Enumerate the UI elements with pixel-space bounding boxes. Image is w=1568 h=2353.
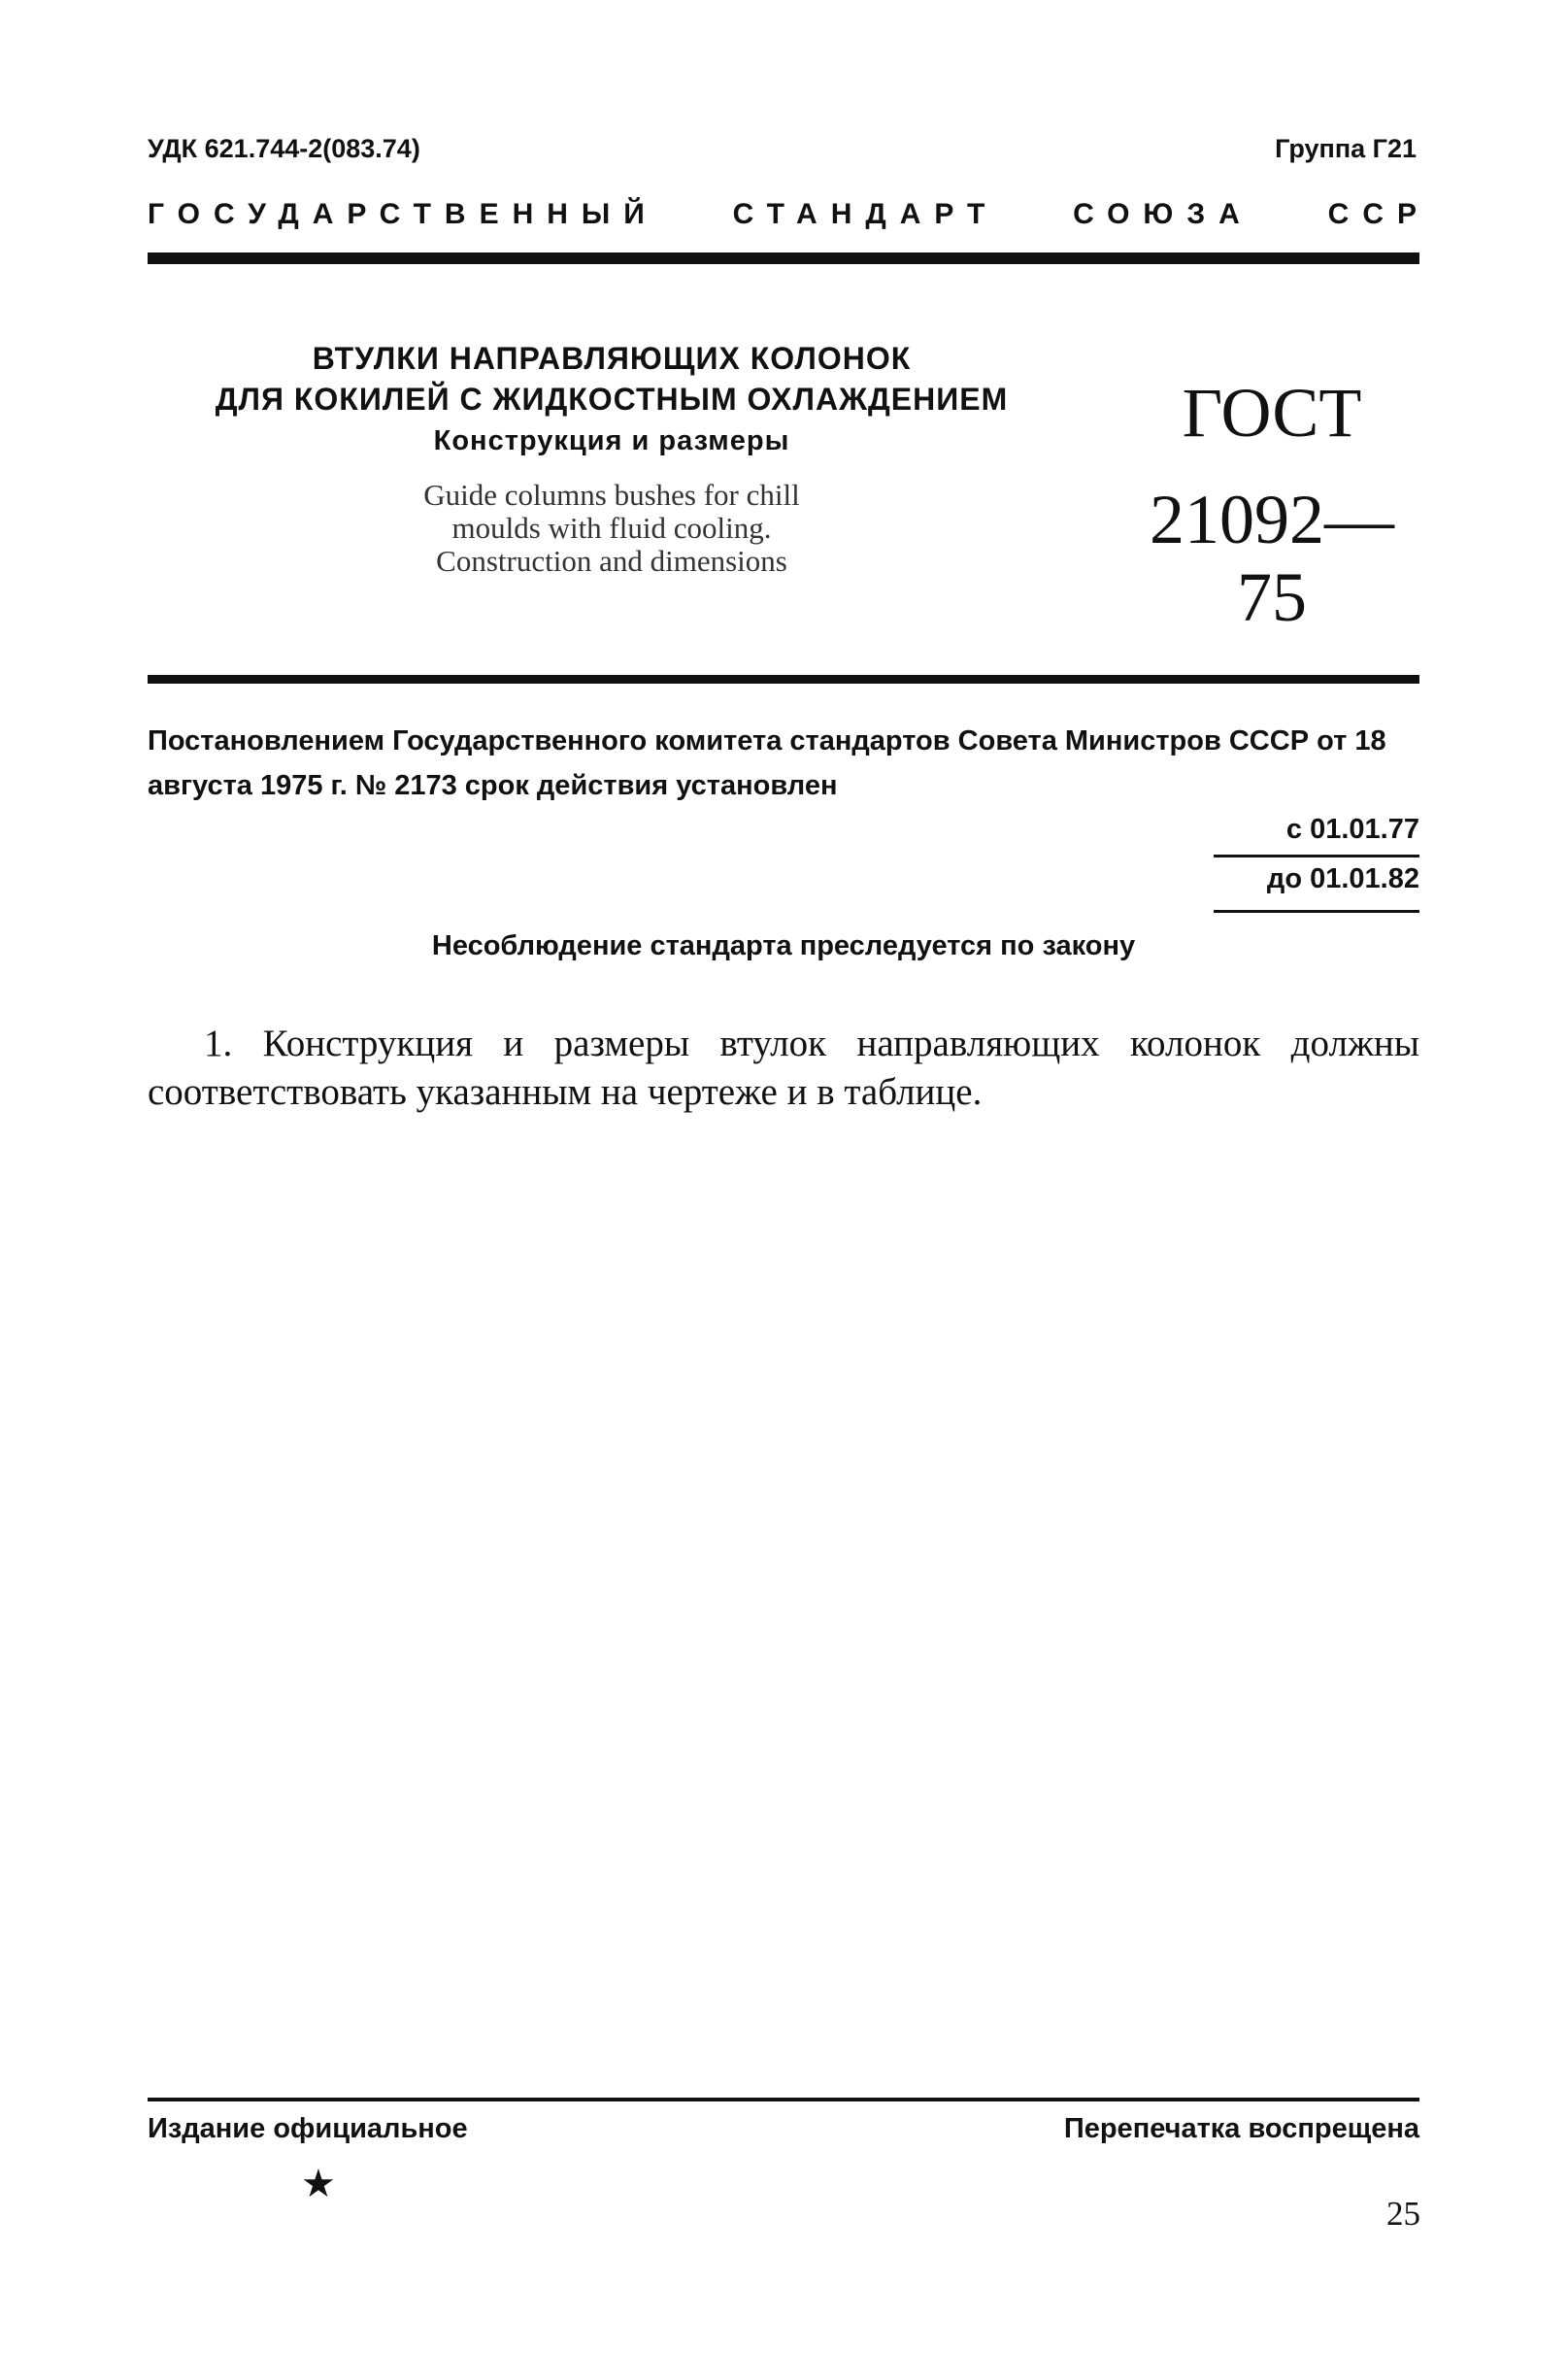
english-title-line: moulds with fluid cooling.	[451, 511, 772, 545]
group-code: Группа Г21	[1275, 134, 1417, 163]
english-title	[175, 479, 1049, 578]
gost-designation	[1117, 374, 1427, 636]
title-block	[175, 338, 1049, 578]
subtitle: Конструкция и размеры	[433, 425, 790, 456]
decree-text: Постановлением Государственного комитета стандартов Совета Министров СССР от 18 августа 1975 г. № 2173 срок действия установлен	[148, 725, 1386, 801]
title-divider	[148, 675, 1419, 684]
english-title-line: Guide columns bushes for chill	[423, 478, 800, 512]
reprint-notice: Перепечатка воспрещена	[1063, 2113, 1419, 2144]
state-standard-word: СОЮЗА	[1073, 198, 1253, 230]
english-title-line: Construction and dimensions	[436, 544, 787, 578]
validity-dates	[1214, 808, 1419, 913]
state-standard-word: ГОСУДАРСТВЕННЫЙ	[148, 198, 658, 230]
legal-notice: Несоблюдение стандарта преследуется по закону	[431, 930, 1136, 961]
gost-word: ГОСТ	[1182, 374, 1362, 452]
star-icon: ★	[301, 2163, 336, 2205]
footer-divider	[148, 2098, 1419, 2101]
state-standard-heading	[148, 198, 1430, 231]
clause-1	[148, 1020, 1419, 1117]
clause-1-text: 1. Конструкция и размеры втулок направляющих колонок должны соответствовать указанным на чертеже и в таблице.	[148, 1023, 1419, 1113]
date-to: до 01.01.82	[1266, 863, 1419, 894]
edition-label: Издание официальное	[148, 2113, 468, 2144]
date-from: с 01.01.77	[1285, 814, 1419, 845]
header-divider	[148, 252, 1419, 264]
udk-code: УДК 621.744-2(083.74)	[148, 134, 420, 163]
title-line: ВТУЛКИ НАПРАВЛЯЮЩИХ КОЛОНОК	[312, 341, 912, 376]
state-standard-word: ССР	[1327, 198, 1430, 230]
date-rule	[1214, 910, 1419, 913]
state-standard-word: СТАНДАРТ	[732, 198, 999, 230]
gost-number: 21092—75	[1150, 481, 1394, 636]
page-number: 25	[1386, 2195, 1420, 2233]
title-line: ДЛЯ КОКИЛЕЙ С ЖИДКОСТНЫМ ОХЛАЖДЕНИЕМ	[215, 382, 1009, 417]
